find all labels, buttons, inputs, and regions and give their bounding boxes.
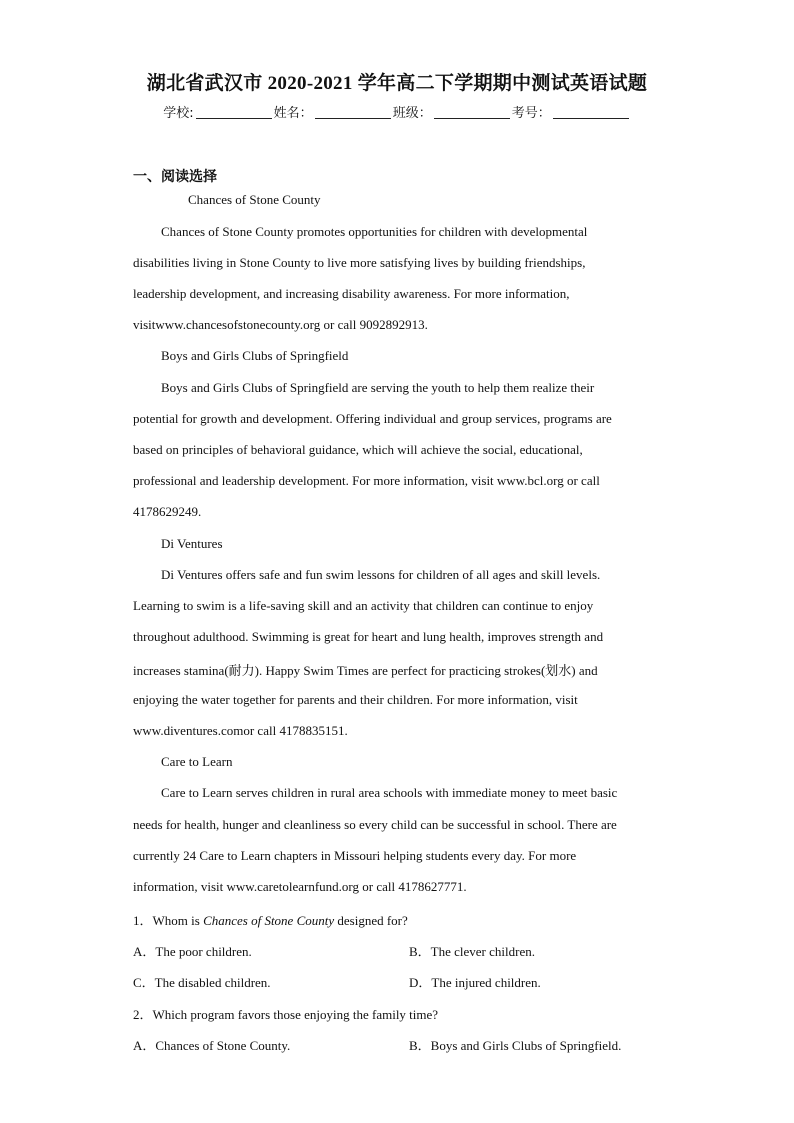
- name-blank[interactable]: [315, 105, 391, 119]
- question-1-suffix: designed for?: [334, 913, 408, 928]
- passage-line: Di Ventures offers safe and fun swim lessons for children of all ages and skill levels.: [161, 567, 601, 582]
- passage-line: needs for health, hunger and cleanliness so every child can be successful in school. There are: [133, 817, 617, 832]
- question-2: 2．Which program favors those enjoying the family time?: [133, 1007, 439, 1022]
- class-blank[interactable]: [434, 105, 510, 119]
- passage-line: currently 24 Care to Learn chapters in Missouri helping students every day. For more: [133, 848, 577, 863]
- number-label: 考号：: [511, 106, 551, 121]
- q1-option-c[interactable]: C．The disabled children.: [133, 975, 271, 990]
- passage-line: Learning to swim is a life-saving skill and an activity that children can continue to enjoy: [133, 598, 594, 613]
- student-info-row: [0, 102, 794, 121]
- passage-line: throughout adulthood. Swimming is great for heart and lung health, improves strength and: [133, 629, 604, 644]
- question-1: [133, 910, 408, 929]
- exam-title: 湖北省武汉市 2020-2021 学年高二下学期期中测试英语试题: [146, 73, 648, 94]
- question-1-prefix: 1．Whom is: [133, 913, 204, 928]
- passage-line: visitwww.chancesofstonecounty.org or call 9092892913.: [133, 317, 428, 332]
- q1-option-a[interactable]: A．The poor children.: [133, 944, 252, 959]
- passage-line: information, visit www.caretolearnfund.org or call 4178627771.: [133, 879, 467, 894]
- passage-line: leadership development, and increasing disability awareness. For more information,: [133, 286, 570, 301]
- passage-line: Care to Learn serves children in rural area schools with immediate money to meet basic: [161, 785, 618, 800]
- passage-subheading: Care to Learn: [161, 754, 233, 769]
- section-heading: 一、阅读选择: [133, 169, 217, 185]
- passage-line: potential for growth and development. Offering individual and group services, programs are: [133, 411, 612, 426]
- passage-title: Chances of Stone County: [188, 192, 321, 207]
- passage-line: disabilities living in Stone County to live more satisfying lives by building friendships,: [133, 255, 586, 270]
- q2-option-a[interactable]: A．Chances of Stone County.: [133, 1038, 291, 1053]
- passage-line: Boys and Girls Clubs of Springfield are serving the youth to help them realize their: [161, 380, 595, 395]
- passage-line: based on principles of behavioral guidance, which will achieve the social, educational,: [133, 442, 583, 457]
- passage-line: increases stamina(耐力). Happy Swim Times are perfect for practicing strokes(划水) and: [133, 663, 598, 678]
- passage-line: enjoying the water together for parents and their children. For more information, visit: [133, 692, 578, 707]
- passage-subheading: Boys and Girls Clubs of Springfield: [161, 348, 349, 363]
- class-label: 班级：: [392, 106, 432, 121]
- passage-line: www.diventures.comor call 4178835151.: [133, 723, 348, 738]
- name-label: 姓名：: [273, 106, 313, 121]
- number-blank[interactable]: [553, 105, 629, 119]
- school-label: 学校:: [163, 106, 194, 121]
- passage-line: Chances of Stone County promotes opportunities for children with developmental: [161, 224, 588, 239]
- question-1-program-name: Chances of Stone County: [203, 913, 335, 928]
- q2-option-b[interactable]: B．Boys and Girls Clubs of Springfield.: [409, 1038, 622, 1053]
- school-blank[interactable]: [196, 105, 272, 119]
- passage-line: professional and leadership development. For more information, visit www.bcl.org or call: [133, 473, 600, 488]
- passage-subheading: Di Ventures: [161, 536, 223, 551]
- q1-option-d[interactable]: D．The injured children.: [409, 975, 541, 990]
- passage-line: 4178629249.: [133, 504, 202, 519]
- q1-option-b[interactable]: B．The clever children.: [409, 944, 535, 959]
